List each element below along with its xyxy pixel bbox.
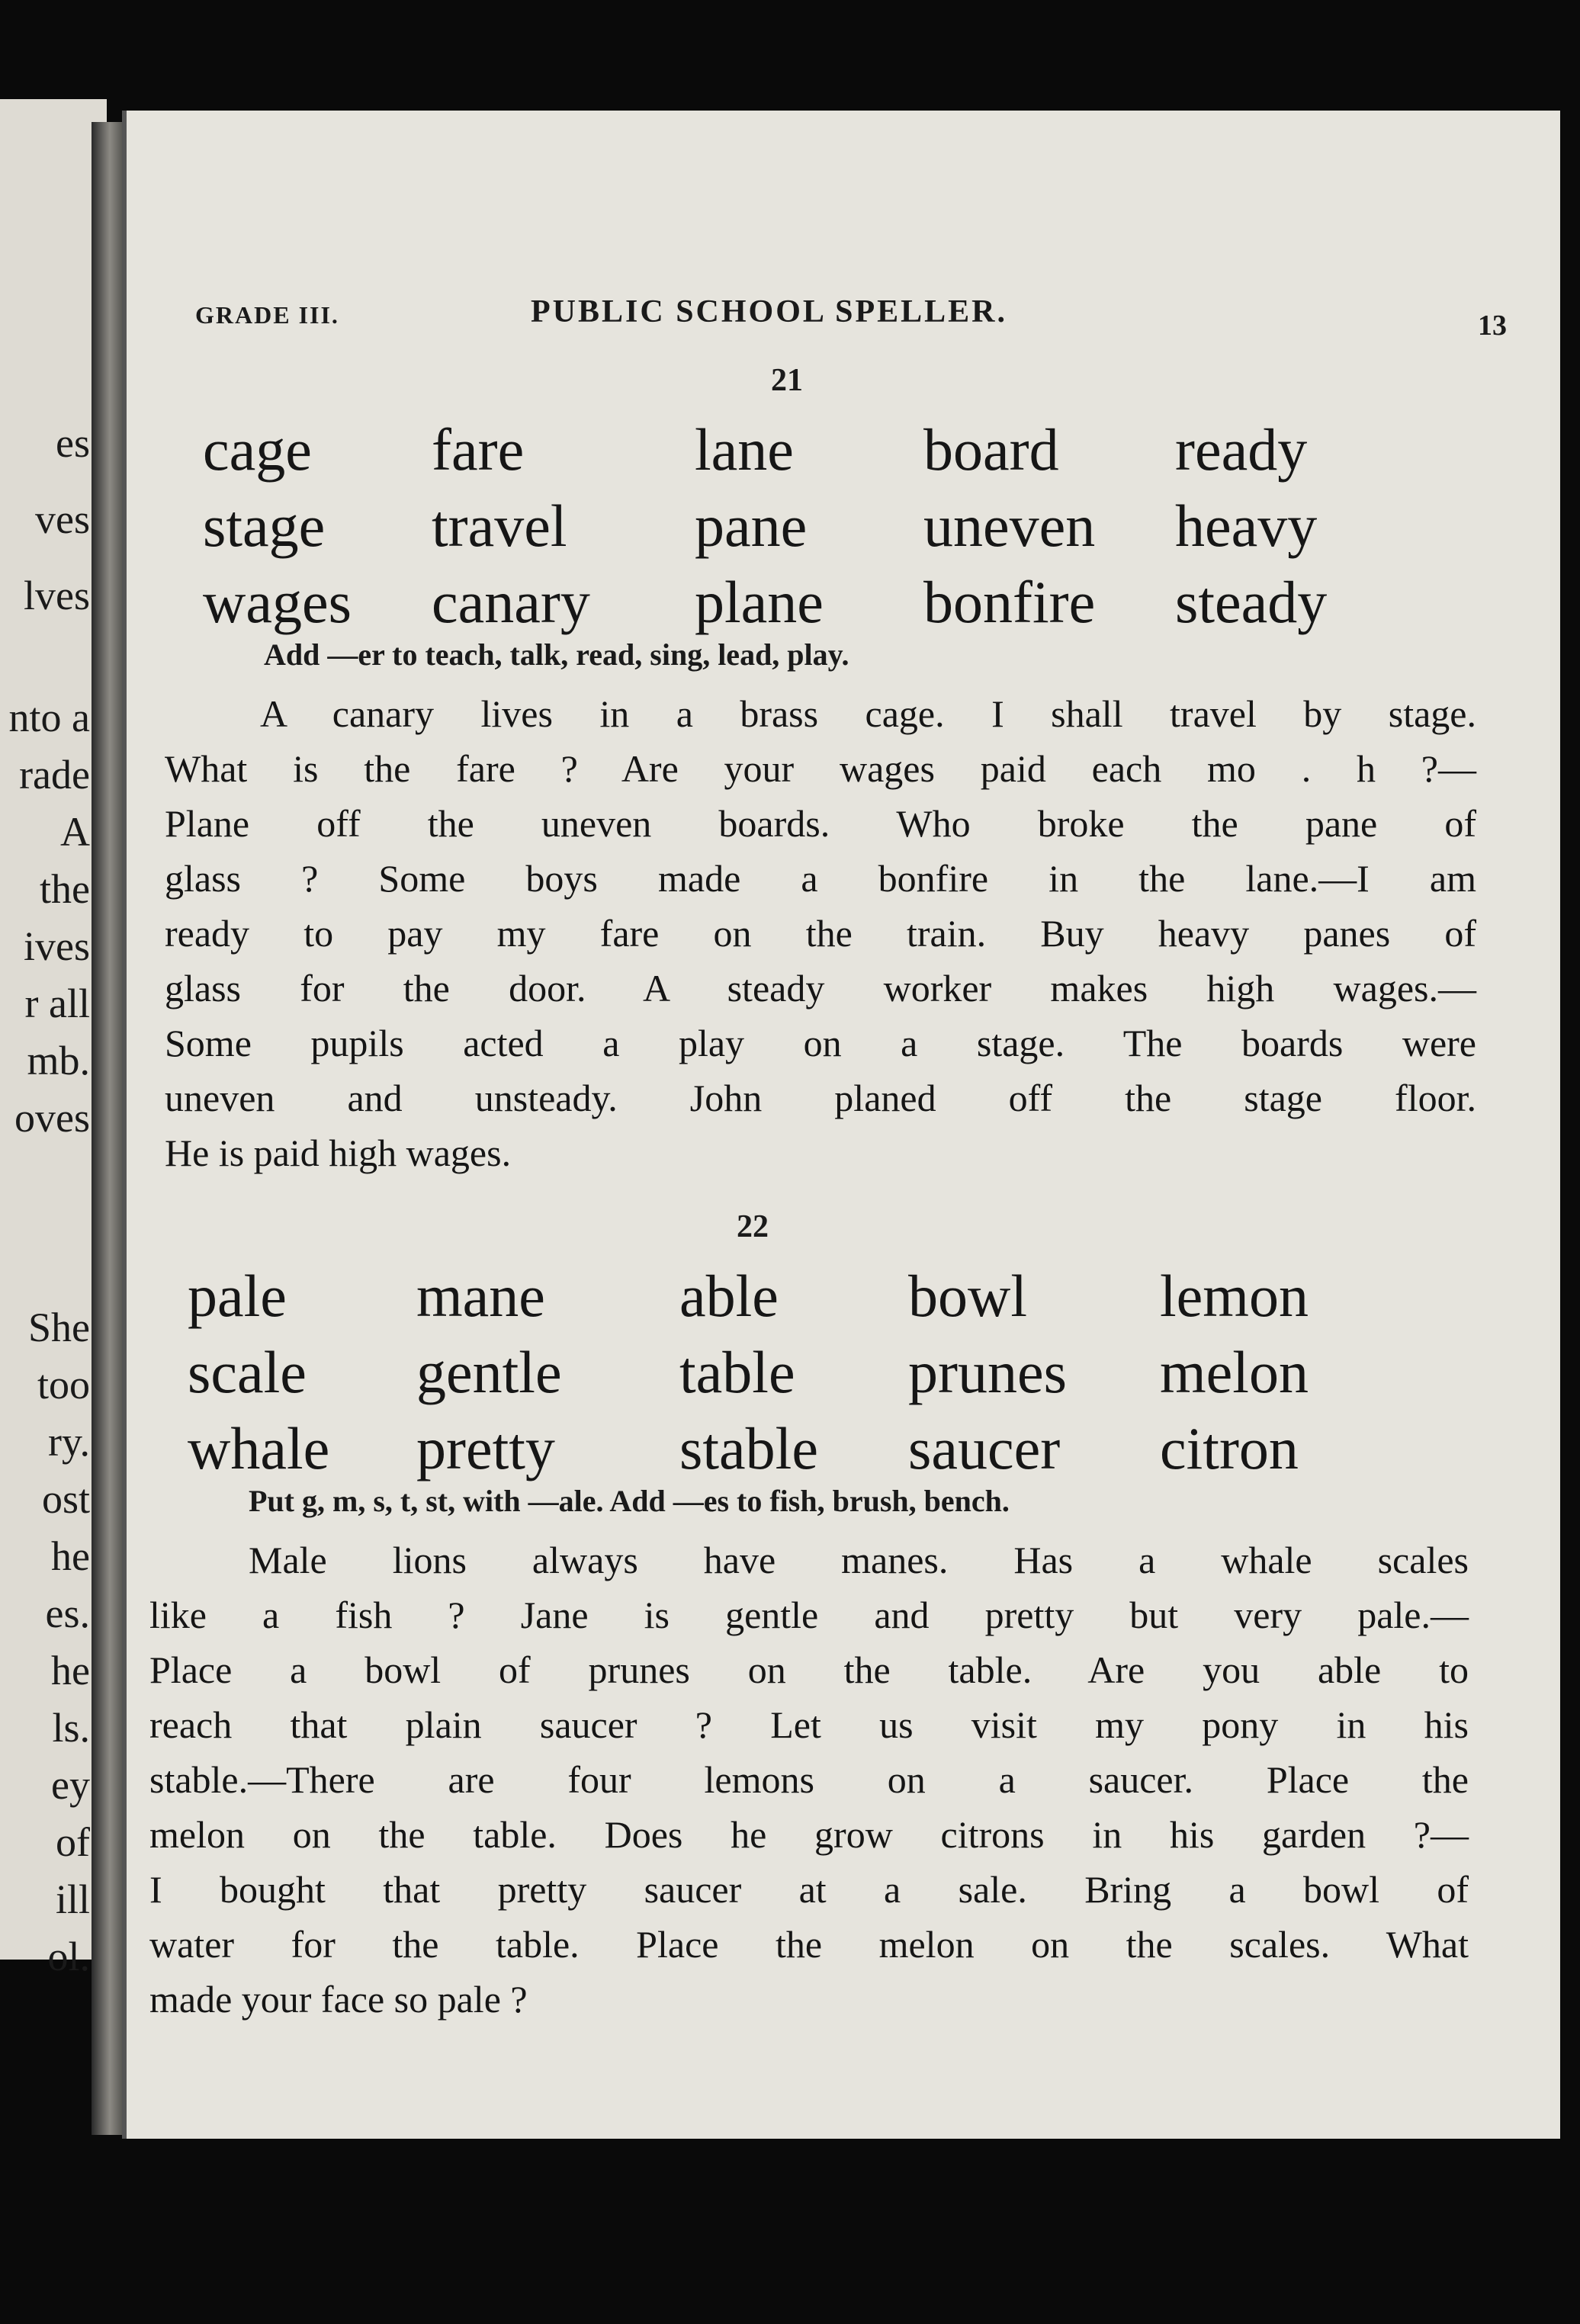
margin-fragment: ry. [48,1419,90,1465]
margin-fragment: ves [35,496,90,542]
spelling-word: canary [432,569,590,635]
margin-fragment: r all [24,981,90,1026]
spelling-word: whale [188,1415,330,1481]
text-line: ready to pay my fare on the train. Buy heavy panes of [165,912,1476,955]
lesson-number: 21 [771,363,803,398]
spelling-word: mane [416,1263,545,1329]
text-line: What is the fare ? Are your wages paid each mo . h ?— [165,747,1476,790]
margin-fragment: nto a [8,695,90,740]
margin-fragment: he [51,1648,90,1693]
page-spine-shadow [92,122,122,2135]
spelling-word: steady [1175,569,1328,635]
spelling-word-list [188,1258,1335,1487]
margin-fragment: the [40,866,90,912]
text-line: A canary lives in a brass cage. I shall travel by stage. [260,692,1476,735]
spelling-word: stage [203,493,326,559]
spelling-word: travel [432,493,567,559]
spelling-word: melon [1160,1339,1309,1405]
lesson-number: 22 [737,1209,769,1244]
text-line: made your face so pale ? [149,1978,528,2021]
margin-fragment: lves [24,573,90,618]
spelling-word: bowl [908,1263,1027,1329]
facing-page-fragment [0,99,107,1979]
margin-fragment: ost [41,1476,90,1522]
spelling-word: prunes [908,1339,1067,1405]
text-line: I bought that pretty saucer at a sale. Bring a bowl of [149,1868,1469,1911]
spelling-word: wages [203,569,352,635]
exercise-instruction: Add —er to teach, talk, read, sing, lead, play. [264,637,849,672]
spelling-word: uneven [923,493,1096,559]
margin-fragment: A [60,809,90,855]
grade-label: GRADE III. [195,301,339,329]
text-line: melon on the table. Does he grow citrons in his garden ?— [149,1813,1469,1856]
text-line: Plane off the uneven boards. Who broke the pane of [165,802,1476,845]
reading-paragraph [165,686,1476,1180]
margin-fragment: he [51,1533,90,1579]
text-line: Some pupils acted a play on a stage. The boards were [165,1022,1476,1064]
spelling-word: lane [695,416,794,483]
spelling-word-list [203,412,1350,640]
spelling-word: pretty [416,1415,555,1481]
spelling-word: lemon [1160,1263,1309,1329]
text-line: stable.—There are four lemons on a saucer. Place the [149,1758,1469,1801]
margin-fragment: of [56,1819,90,1865]
margin-fragment: ol. [47,1934,90,1979]
reading-paragraph [149,1533,1469,2027]
spelling-word: gentle [416,1339,562,1405]
margin-fragment: She [28,1305,90,1350]
margin-fragment: ls. [52,1705,90,1751]
margin-fragment: es [56,420,90,466]
book-page [122,111,1560,2139]
text-line: glass for the door. A steady worker makes high wages.— [165,967,1476,1010]
spelling-word: board [923,416,1059,483]
spelling-word: cage [203,416,312,483]
exercise-instruction: Put g, m, s, t, st, with —ale. Add —es to fish, brush, bench. [249,1484,1010,1518]
margin-fragment: ives [24,923,90,969]
text-line: like a fish ? Jane is gentle and pretty but very pale.— [149,1594,1469,1636]
spelling-word: fare [432,416,525,483]
spelling-word: saucer [908,1415,1061,1481]
text-line: uneven and unsteady. John planed off the stage floor. [165,1077,1476,1119]
margin-fragment: ey [51,1762,90,1808]
spelling-word: table [679,1339,795,1405]
text-line: Male lions always have manes. Has a whale scales [249,1539,1469,1581]
text-line: He is paid high wages. [165,1132,512,1174]
margin-fragment: ill [55,1876,90,1922]
book-title: PUBLIC SCHOOL SPELLER. [531,294,1007,329]
page-number: 13 [1478,310,1507,342]
spelling-word: scale [188,1339,307,1405]
margin-fragment: oves [14,1095,90,1141]
spelling-word: pale [188,1263,287,1329]
spelling-word: heavy [1175,493,1318,559]
margin-fragment: mb. [27,1038,90,1083]
spelling-word: citron [1160,1415,1299,1481]
text-line: reach that plain saucer ? Let us visit my pony in his [149,1703,1469,1746]
spelling-word: plane [695,569,824,635]
margin-fragment: es. [45,1591,90,1636]
spelling-word: stable [679,1415,818,1481]
text-line: water for the table. Place the melon on the scales. What [149,1923,1469,1966]
margin-fragment: rade [19,752,90,798]
text-line: Place a bowl of prunes on the table. Are you able to [149,1648,1469,1691]
spelling-word: ready [1175,416,1308,483]
margin-fragment: too [37,1362,90,1408]
spelling-word: able [679,1263,779,1329]
text-line: glass ? Some boys made a bonfire in the lane.—I am [165,857,1476,900]
spelling-word: bonfire [923,569,1096,635]
spelling-word: pane [695,493,808,559]
